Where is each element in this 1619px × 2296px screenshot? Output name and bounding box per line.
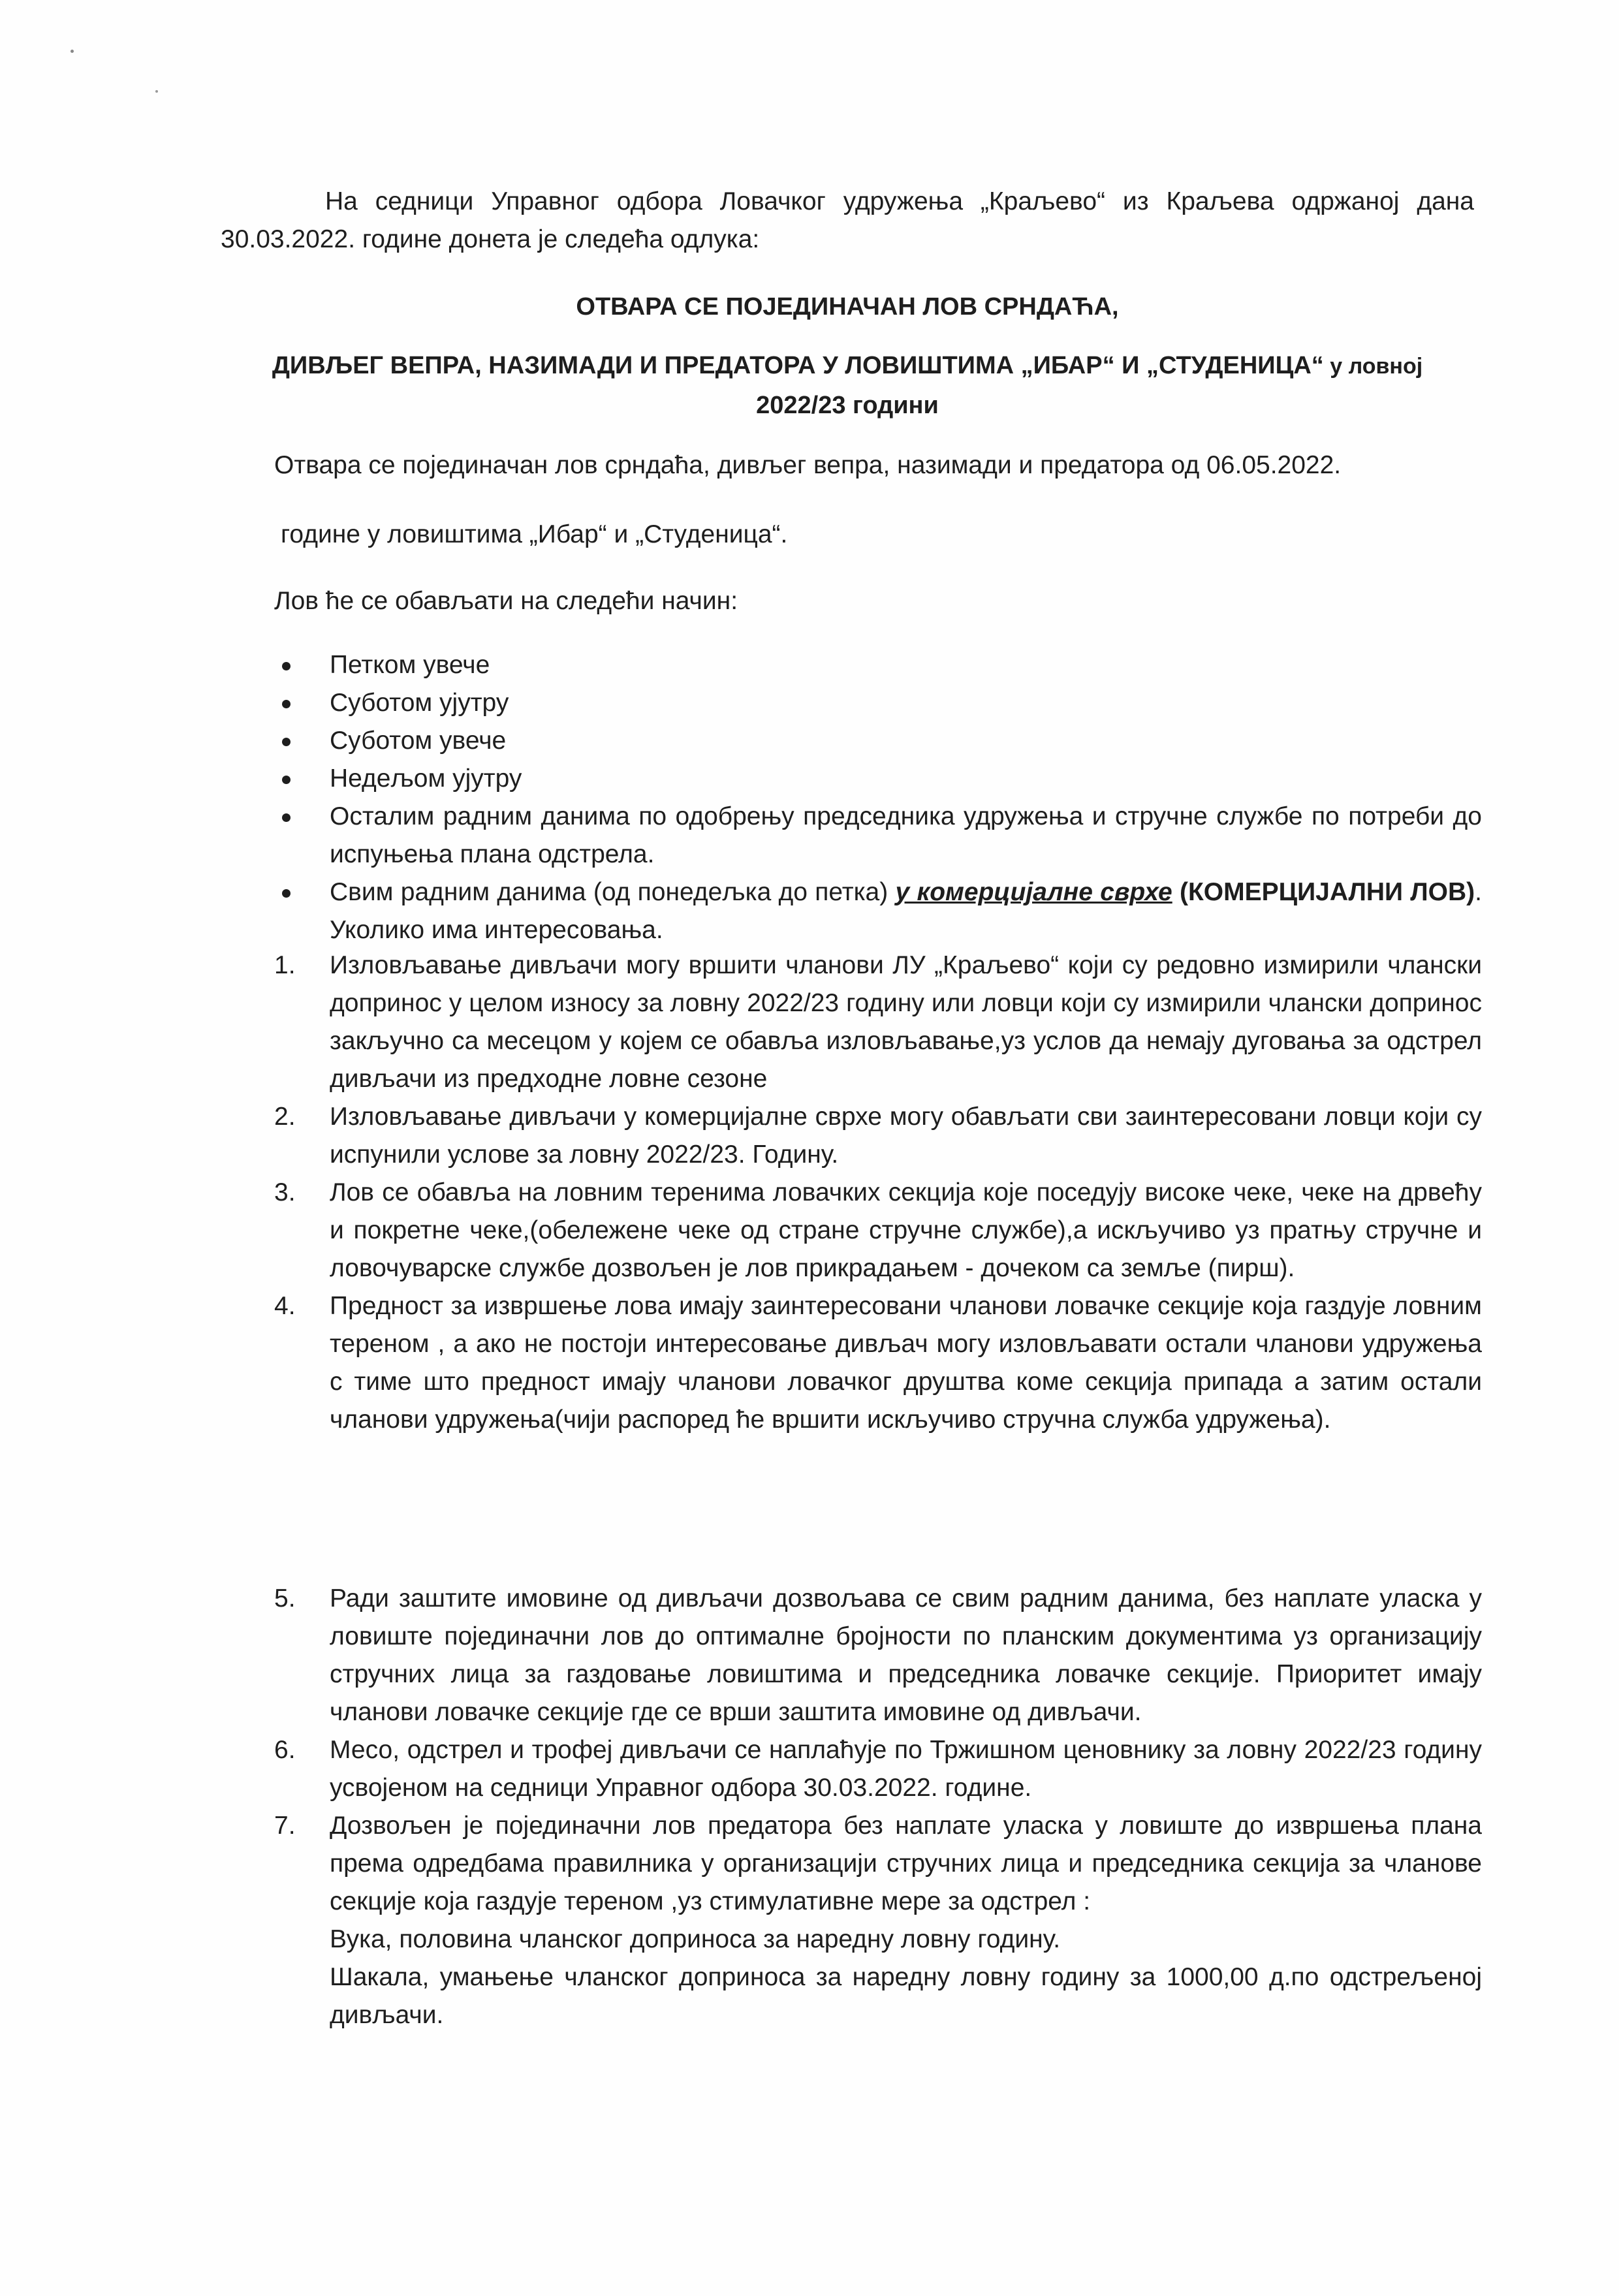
method-intro: Лов ће се обављати на следећи начин: [274,587,738,615]
item-number: 2. [274,1103,296,1131]
item-text: Ради заштите имовине од дивљачи дозвољава се свим радним данима, без наплате уласка у ловиште појединачни лов до оптималне бројности по планским документима уз организацију стручних лица за газдовање ловиштима и председника ловачке секције. Приоритет имају чланови ловачке секције где се врши заштита имовине од дивљачи. [330,1584,1482,1726]
item-text: Месо, одстрел и трофеј дивљачи се наплаћује по Тржишном ценовнику за ловну 2022/23 годину усвојеном на седници Управног одбора 30.03.2022. године. [330,1736,1482,1802]
opening-paragraph-continued: године у ловиштима „Ибар“ и „Студеница“. [281,520,788,548]
bullet-text: Свим радним данима (од понедељка до петка) [330,878,896,906]
schedule-bullet-list [274,646,1482,949]
decision-title-line-3: 2022/23 години [756,392,939,419]
list-item [274,873,1482,949]
item-number: 4. [274,1292,296,1320]
list-item [274,1731,1482,1807]
numbered-rules-list [274,947,1482,1439]
list-item: Суботом увече [274,722,1482,760]
item-number: 5. [274,1584,296,1612]
bullet-text: . Уколико има интересовања. [330,878,1482,944]
intro-paragraph: На седници Управног одбора Ловачког удружења „Краљево“ из Краљева одржаној дана 30.03.2022. године донета је следећа одлука: [221,187,1474,253]
opening-paragraph: Отвара се појединачан лов срндаћа, дивљег вепра, назимади и предатора од 06.05.2022. [274,451,1342,479]
list-item [274,1287,1482,1439]
item-number: 3. [274,1178,296,1206]
item-number: 1. [274,951,296,979]
commercial-emphasis: у комерцијалне сврхе [895,878,1172,906]
jackal-incentive: Шакала, умањење чланског доприноса за наредну ловну годину за 1000,00 д.по одстрељеној дивљачи. [330,1963,1482,2029]
item-text: Дозвољен је појединачни лов предатора без наплате уласка у ловиште до извршења плана према одредбама правилника у организацији стручних лица и председника секција за чланове секције која газдује тереном ,уз стимулативне мере за одстрел : [330,1812,1482,1915]
item-text: Изловљавање дивљачи у комерцијалне сврхе могу обављати сви заинтересовани ловци који су испунили услове за ловну 2022/23. Годину. [330,1103,1482,1169]
item-number: 6. [274,1736,296,1764]
item-text: Изловљавање дивљачи могу вршити чланови ЛУ „Краљево“ који су редовно измирили члански допринос у целом износу за ловну 2022/23 годину или ловци који су измирили члански допринос закључно са месецом у којем се обавља изловљавање,уз услов да немају дуговања за одстрел дивљачи из предходне ловне сезоне [330,951,1482,1093]
commercial-hunt-label: (КОМЕРЦИЈАЛНИ ЛОВ) [1172,878,1475,906]
list-item [274,1580,1482,1731]
list-item: Суботом ујутру [274,684,1482,722]
scan-speck [155,90,158,93]
scan-speck [71,50,74,53]
list-item: Петком увече [274,646,1482,684]
decision-title-line-1: ОТВАРА СЕ ПОЈЕДИНАЧАН ЛОВ СРНДАЋА, [576,293,1119,321]
list-item [274,1174,1482,1287]
list-item [274,947,1482,1098]
item-number: 7. [274,1812,296,1840]
wolf-incentive: Вука, половина чланског доприноса за наредну ловну годину. [330,1925,1061,1953]
decision-title-main: ДИВЉЕГ ВЕПРА, НАЗИМАДИ И ПРЕДАТОРА У ЛОВИШТИМА „ИБАР“ И „СТУДЕНИЦА“ [272,352,1324,379]
numbered-rules-list-continued [274,1580,1482,2034]
list-item: Осталим радним данима по одобрењу председника удружења и стручне службе по потреби до испуњења плана одстрела. [274,798,1482,873]
list-item: Недељом ујутру [274,760,1482,798]
item-text: Предност за извршење лова имају заинтересовани чланови ловачке секције која газдује ловним тереном , а ако не постоји интересовање дивљач могу изловљавати остали чланови удружења с тиме што предност имају чланови ловачког друштва коме секција припада а затим остали чланови удружења(чији распоред ће вршити искључиво стручна служба удружења). [330,1292,1482,1434]
decision-title-tail: у ловној [1323,354,1423,379]
list-item [274,1098,1482,1174]
list-item [274,1807,1482,2034]
item-text: Лов се обавља на ловним теренима ловачких секција које поседују високе чеке, чеке на дрвећу и покретне чеке,(обележене чеке од стране стручне службе),а искључиво уз пратњу стручне и ловочуварске службе дозвољен је лов прикрадањем - дочеком са земље (пирш). [330,1178,1482,1282]
decision-title-line-2 [221,346,1474,425]
